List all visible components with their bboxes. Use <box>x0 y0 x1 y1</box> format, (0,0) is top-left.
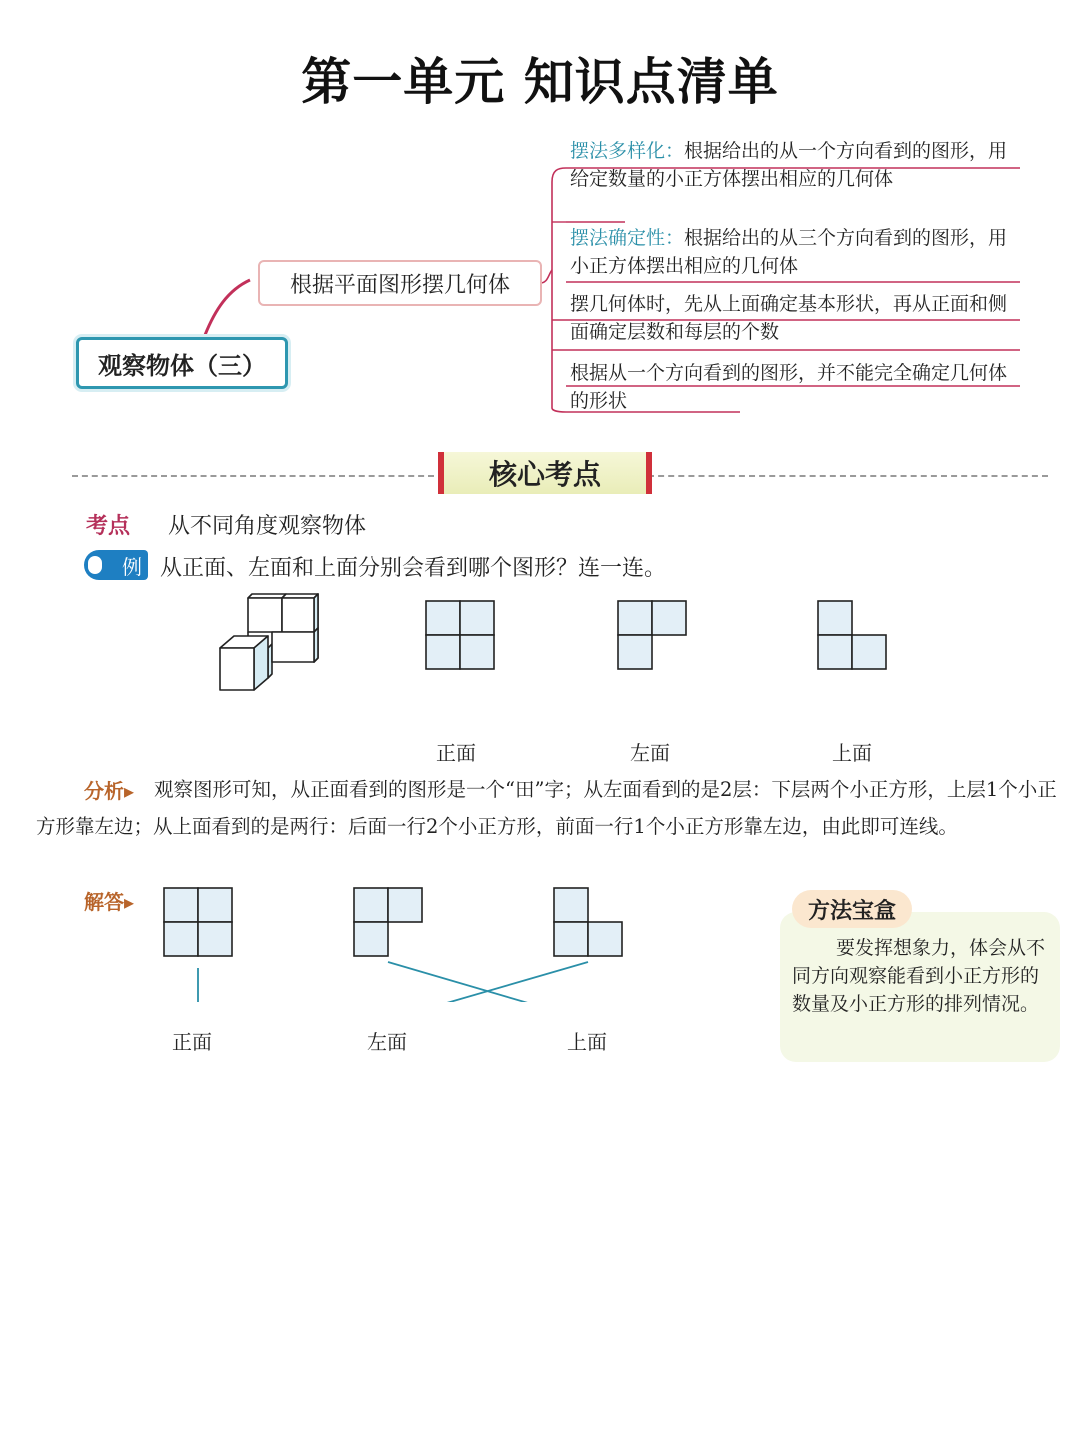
example-tag-label: 例 <box>122 554 142 579</box>
grid-top-view <box>812 595 892 675</box>
page-title: 第一单元 知识点清单 <box>301 53 779 111</box>
answer-label-front: 正面 <box>172 1030 212 1054</box>
branch-highlight: 摆法多样化： <box>570 140 685 162</box>
mindmap-branch-3 <box>570 290 1025 346</box>
kaodian-text: 从不同角度观察物体 <box>168 514 367 539</box>
example-tag <box>84 550 148 580</box>
mindmap-branch-2 <box>570 224 1025 280</box>
divider-left <box>72 475 434 477</box>
answer-tag: 解答▸ <box>84 890 135 914</box>
answer-figure <box>156 882 636 1002</box>
answer-label-left: 左面 <box>367 1030 407 1054</box>
mindmap-root: 观察物体（三） <box>76 337 288 389</box>
tag-dot-icon <box>88 556 102 574</box>
view-label-top: 上面 <box>832 741 872 765</box>
branch-text: 根据从一个方向看到的图形，并不能完全确定几何体的形状 <box>570 362 1008 412</box>
mindmap-node: 根据平面图形摆几何体 <box>258 260 542 306</box>
divider-right <box>648 475 1048 477</box>
mindmap-branch-1 <box>570 137 1025 193</box>
grid-front-view <box>420 595 500 675</box>
branch-text: 根据给出的从一个方向看到的图形，用给定数量的小正方体摆出相应的几何体 <box>570 140 1008 190</box>
mindmap-branch-4 <box>570 359 1025 415</box>
analysis-tag: 分析▸ <box>84 779 135 803</box>
branch-text: 根据给出的从三个方向看到的图形，用小正方体摆出相应的几何体 <box>570 227 1008 277</box>
section-banner: 核心考点 <box>438 452 652 494</box>
kaodian-tag: 考点 <box>86 514 131 539</box>
tip-text: 要发挥想象力，体会从不同方向观察能看到小正方形的数量及小正方形的排列情况。 <box>792 937 1046 1015</box>
branch-highlight: 摆法确定性： <box>570 227 685 249</box>
example-question: 从正面、左面和上面分别会看到哪个图形？连一连。 <box>160 556 667 581</box>
grid-left-view <box>612 595 692 675</box>
analysis-text: 观察图形可知，从正面看到的图形是一个“田”字；从左面看到的是2层：下层两个小正方形，上层1个小正方形靠左边；从上面看到的是两行：后面一行2个小正方形，前面一行1个小正方形靠左边，由此即可连线。 <box>36 778 1057 838</box>
tip-title: 方法宝盒 <box>792 890 912 928</box>
view-label-left: 左面 <box>630 741 670 765</box>
branch-text: 摆几何体时，先从上面确定基本形状，再从正面和侧面确定层数和每层的个数 <box>570 293 1008 343</box>
cube-stack-figure <box>210 590 330 700</box>
view-label-front: 正面 <box>436 741 476 765</box>
answer-label-top: 上面 <box>567 1030 607 1054</box>
